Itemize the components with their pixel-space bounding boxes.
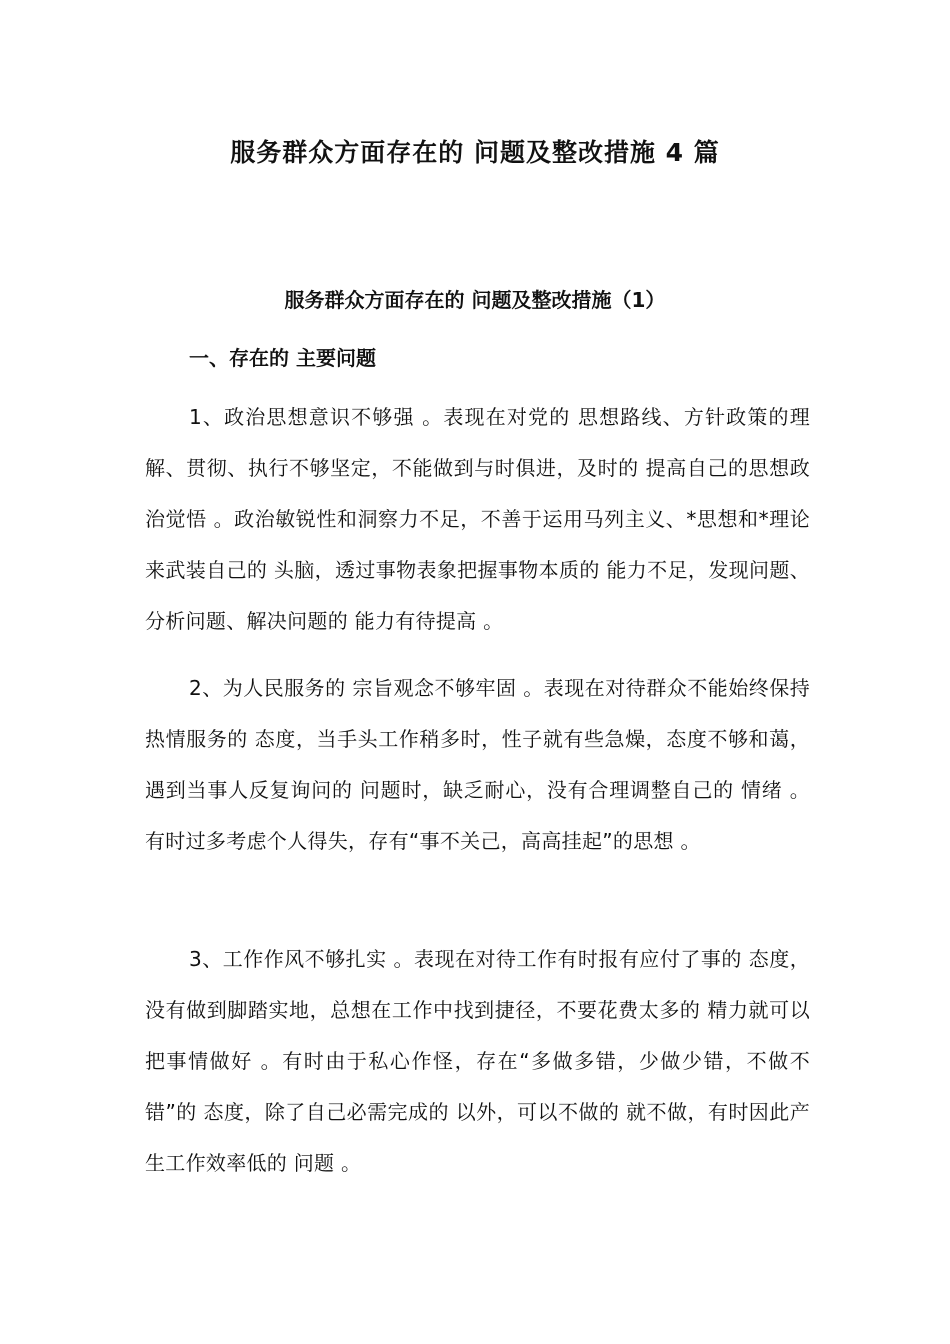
paragraph-3: 3、工作作风不够扎实 。表现在对待工作有时报有应付了事的 态度，没有做到脚踏实地，总想在工作中找到捷径，不要花费太多的 精力就可以把事情做好 。有时由于私心作怪，存在“多做多错，少做少错，不做不错”的 态度，除了自己必需完成的 以外，可以不做的 就不做，有时因此产生工作效率低的 问题 。	[145, 947, 810, 1175]
section-heading: 一、存在的 主要问题	[189, 346, 376, 370]
document-subtitle: 服务群众方面存在的 问题及整改措施（1）	[284, 288, 666, 312]
paragraph-1: 1、政治思想意识不够强 。表现在对党的 思想路线、方针政策的理解、贯彻、执行不够坚定，不能做到与时俱进，及时的 提高自己的思想政治觉悟 。政治敏锐性和洞察力不足，不善于运用马列主义、*思想和*理论来武装自己的 头脑，透过事物表象把握事物本质的 能力不足，发现问题、分析问题、解决问题的 能力有待提高 。	[145, 405, 810, 633]
paragraph-2: 2、为人民服务的 宗旨观念不够牢固 。表现在对待群众不能始终保持热情服务的 态度，当手头工作稍多时，性子就有些急燥，态度不够和蔼，遇到当事人反复询问的 问题时，缺乏耐心，没有合理调整自己的 情绪 。有时过多考虑个人得失，存有“事不关己，高高挂起”的思想 。	[145, 676, 810, 853]
document-title: 服务群众方面存在的 问题及整改措施 4 篇	[230, 138, 720, 167]
